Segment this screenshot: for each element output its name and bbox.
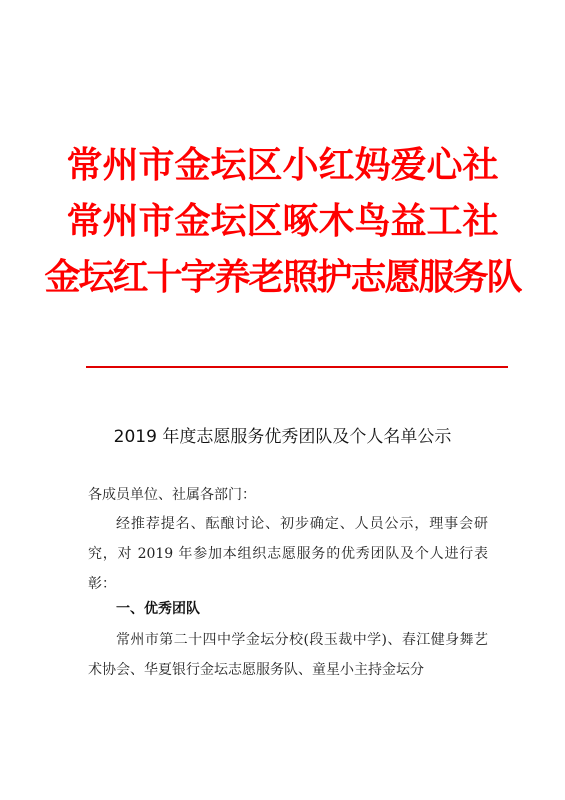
letterhead xyxy=(0,138,565,306)
salutation: 各成员单位、社属各部门： xyxy=(88,487,256,503)
letterhead-org-2: 常州市金坛区啄木鸟益工社 xyxy=(66,201,499,242)
letterhead-org-3: 金坛红十字养老照护志愿服务队 xyxy=(44,257,521,298)
section-heading-teams: 一、优秀团队 xyxy=(116,601,200,617)
body-paragraph-2: 常州市第二十四中学金坛分校(段玉裁中学)、春江健身舞艺术协会、华夏银行金坛志愿服务队、童星小主持金坛分 xyxy=(88,632,488,678)
letterhead-divider xyxy=(86,366,508,368)
document-title: 2019 年度志愿服务优秀团队及个人名单公示 xyxy=(113,427,452,447)
letterhead-org-1: 常州市金坛区小红妈爱心社 xyxy=(66,145,499,186)
body-paragraph-1: 经推荐提名、酝酿讨论、初步确定、人员公示，理事会研究，对 2019 年参加本组织志愿服务的优秀团队及个人进行表彰： xyxy=(88,516,488,592)
